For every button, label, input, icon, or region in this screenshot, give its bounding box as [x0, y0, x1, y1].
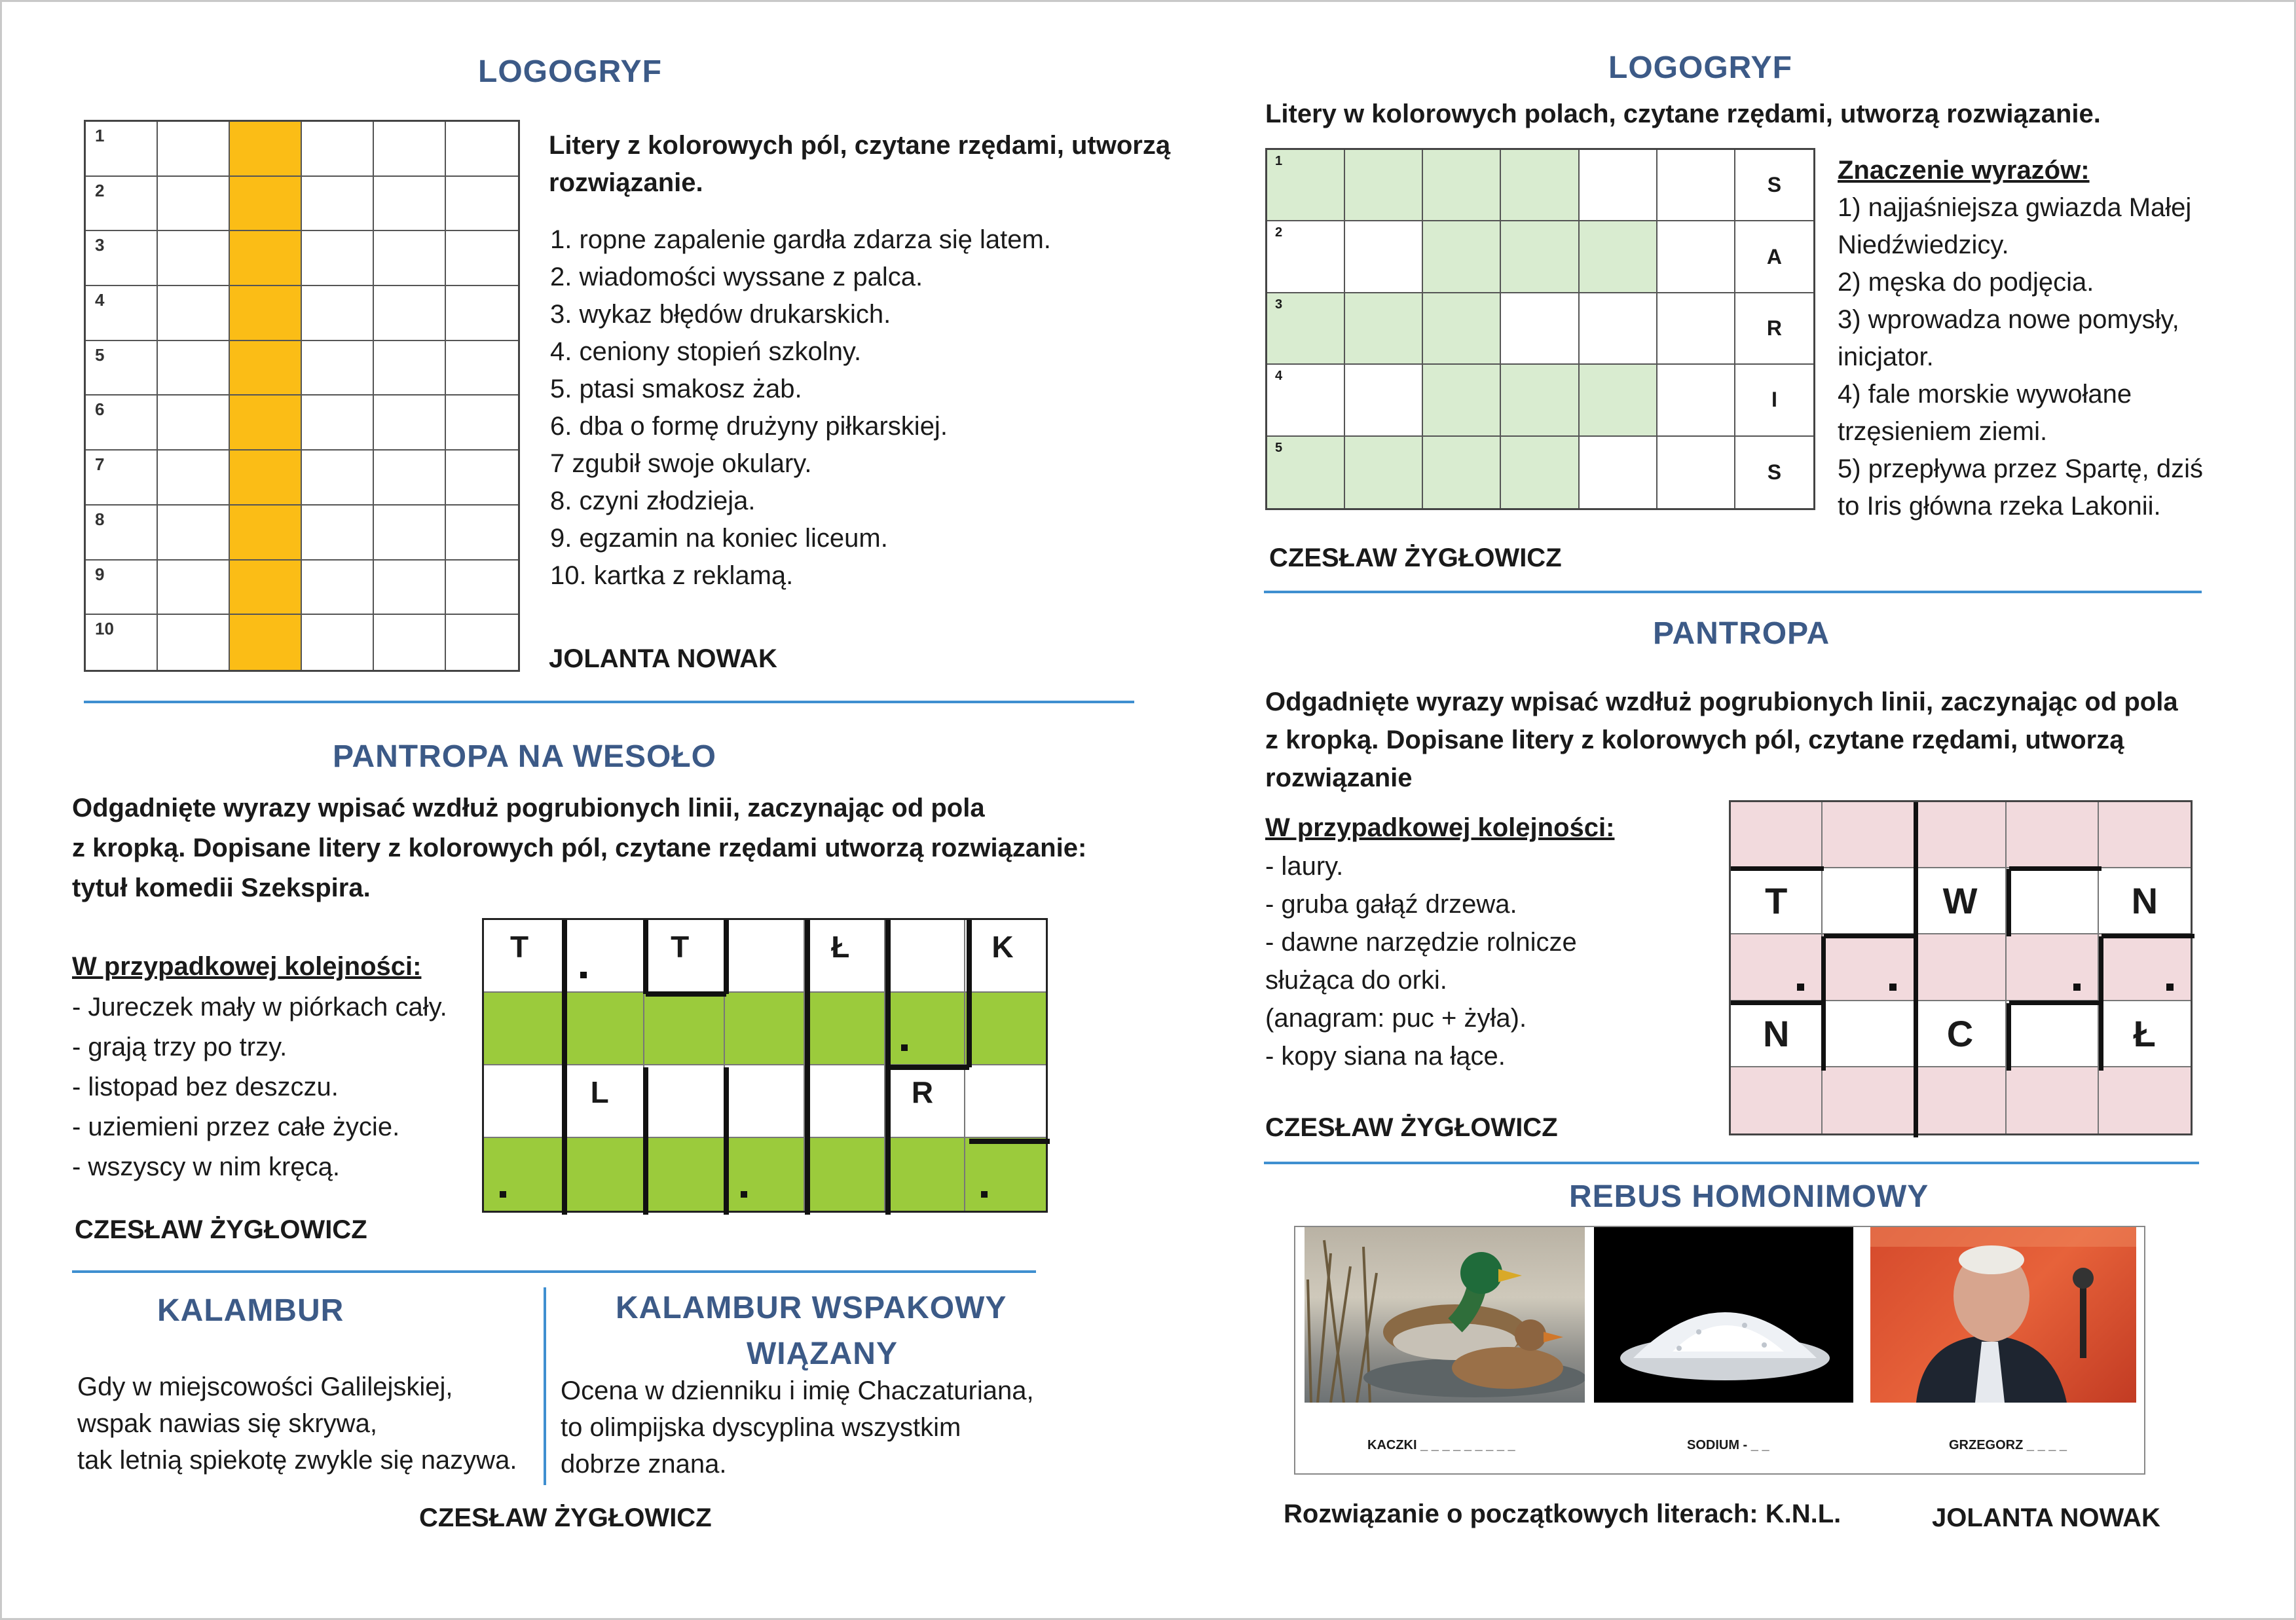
thick-wall [643, 1067, 648, 1215]
grid-cell [230, 506, 302, 561]
row-number: 1 [1275, 154, 1283, 168]
rebus-solution: Rozwiązanie o początkowych literach: K.N.L. [1284, 1500, 1842, 1528]
grid-cell [158, 451, 230, 506]
grid-cell [86, 451, 158, 506]
kalambur-author: CZESŁAW ŻYGŁOWICZ [419, 1503, 712, 1532]
salt-illustration [1594, 1227, 1853, 1403]
thick-wall [1731, 866, 1824, 871]
grid-cell [1267, 365, 1345, 436]
grid-cell [86, 177, 158, 232]
grid-cell [2007, 1001, 2098, 1067]
grid-letter: T [1765, 880, 1788, 922]
grid-letter: T [671, 930, 690, 964]
kalambur-wspak-title-1: KALAMBUR WSPAKOWY [616, 1291, 1007, 1325]
list-item: - uziemieni przez całe życie. [72, 1113, 400, 1141]
kalambur-wspak-line: to olimpijska dyscyplina wszystkim [561, 1413, 961, 1442]
row-number: 2 [95, 180, 105, 200]
grid-cell [1267, 293, 1345, 365]
kalambur-line: tak letnią spiekotę zwykle się nazywa. [77, 1446, 517, 1475]
divider [1264, 1162, 2199, 1164]
thick-wall [724, 1067, 729, 1215]
grid-cell [1580, 150, 1657, 221]
grid-cell [302, 615, 374, 670]
pantropa-author: CZESŁAW ŻYGŁOWICZ [1265, 1113, 1558, 1142]
thick-wall [2007, 1003, 2011, 1070]
row-number: 1 [95, 126, 105, 145]
grid-cell [1345, 437, 1423, 508]
pantropa-instruction-3: rozwiązanie [1265, 764, 1413, 792]
grid-cell [1823, 1067, 1914, 1133]
grid-cell [230, 231, 302, 286]
grid-cell [1915, 1067, 2007, 1133]
grid-cell [2099, 1067, 2191, 1133]
thick-wall [724, 920, 729, 994]
grid-cell [1735, 365, 1813, 436]
meaning-item: to Iris główna rzeka Lakonii. [1838, 492, 2161, 521]
pantropa-wesolo-grid [482, 918, 1048, 1213]
grid-cell [1823, 934, 1914, 1001]
rebus-caption-2: SODIUM - _ _ [1687, 1438, 1769, 1452]
grid-cell [725, 993, 805, 1065]
grid-cell [965, 993, 1046, 1065]
thick-wall [1914, 802, 1918, 1137]
grid-cell [446, 231, 518, 286]
grid-cell [1267, 221, 1345, 293]
logogryf1-clue-list [550, 221, 1051, 595]
grid-cell [1423, 365, 1501, 436]
kalambur-text [77, 1369, 517, 1479]
kalambur-wspak-text [561, 1372, 1034, 1482]
grid-cell [1501, 221, 1579, 293]
row-number: 3 [95, 235, 105, 255]
grid-cell [1267, 437, 1345, 508]
list-item: służąca do orki. [1265, 966, 1447, 995]
grid-cell [644, 920, 725, 993]
grid-letter: L [590, 1075, 609, 1109]
start-dot [2073, 984, 2081, 991]
thick-wall [2009, 866, 2102, 871]
kalambur-wspak-line: Ocena w dzienniku i imię Chaczaturiana, [561, 1376, 1034, 1405]
grid-cell [158, 177, 230, 232]
grid-cell [725, 1138, 805, 1211]
grid-cell [302, 561, 374, 616]
kalambur-line: wspak nawias się skrywa, [77, 1409, 377, 1438]
grid-cell [230, 286, 302, 341]
meaning-item: 1) najjaśniejsza gwiazda Małej [1838, 193, 2192, 222]
grid-cell [1657, 437, 1735, 508]
grid-cell [1423, 293, 1501, 365]
meaning-item: inicjator. [1838, 342, 1934, 371]
grid-cell [1735, 437, 1813, 508]
pantropa-wesolo-instruction-1: Odgadnięte wyrazy wpisać wzdłuż pogrubionych linii, zaczynając od pola [72, 794, 985, 822]
grid-cell [805, 1065, 885, 1138]
grid-cell [1915, 1001, 2007, 1067]
start-dot [2166, 984, 2174, 991]
grid-cell [446, 615, 518, 670]
list-item: - wszyscy w nim kręcą. [72, 1152, 340, 1181]
grid-cell [1580, 293, 1657, 365]
logogryf1-instruction-1: Litery z kolorowych pól, czytane rzędami, utworzą [549, 131, 1171, 160]
pantropa-title: PANTROPA [1653, 616, 1830, 651]
start-dot [741, 1191, 747, 1198]
thick-wall [646, 991, 726, 997]
grid-cell [158, 286, 230, 341]
grid-cell [885, 1138, 966, 1211]
grid-cell [725, 1065, 805, 1138]
grid-cell [644, 1065, 725, 1138]
thick-wall [885, 920, 891, 994]
grid-cell [2099, 868, 2191, 934]
pantropa-wesolo-author: CZESŁAW ŻYGŁOWICZ [75, 1215, 367, 1244]
grid-cell [1423, 221, 1501, 293]
pantropa-instruction-1: Odgadnięte wyrazy wpisać wzdłuż pogrubionych linii, zaczynając od pola [1265, 688, 2178, 716]
grid-cell [2099, 1001, 2191, 1067]
pantropa-grid [1729, 800, 2193, 1135]
grid-cell [1731, 1001, 1823, 1067]
grid-cell [230, 615, 302, 670]
row-number: 6 [95, 399, 105, 420]
grid-cell [644, 993, 725, 1065]
divider [1264, 591, 2202, 593]
thick-wall [2102, 934, 2194, 938]
grid-cell [86, 286, 158, 341]
row-number: 4 [95, 290, 105, 310]
grid-cell [230, 396, 302, 451]
grid-cell [1657, 365, 1735, 436]
logogryf2-instruction: Litery w kolorowych polach, czytane rzędami, utworzą rozwiązanie. [1265, 100, 2101, 128]
row-number: 2 [1275, 225, 1283, 240]
divider-vertical [544, 1287, 546, 1485]
grid-cell [1580, 221, 1657, 293]
list-item: (anagram: puc + żyła). [1265, 1004, 1527, 1033]
grid-cell [158, 561, 230, 616]
grid-cell [725, 920, 805, 993]
grid-cell [230, 451, 302, 506]
grid-cell [86, 506, 158, 561]
grid-cell [446, 177, 518, 232]
grid-letter: S [1767, 173, 1782, 197]
grid-letter: R [911, 1075, 934, 1109]
thick-wall [885, 994, 891, 1215]
thick-wall [2009, 1001, 2102, 1005]
grid-cell [302, 341, 374, 396]
grid-cell [86, 122, 158, 177]
list-item: - listopad bez deszczu. [72, 1073, 339, 1101]
grid-cell [1580, 437, 1657, 508]
thick-wall [1824, 934, 1917, 938]
thick-wall [643, 920, 648, 994]
clue-item: 5. ptasi smakosz żab. [550, 375, 802, 403]
pantropa-list-heading: W przypadkowej kolejności: [1265, 813, 1615, 842]
thick-wall [805, 920, 810, 1215]
logogryf2-author: CZESŁAW ŻYGŁOWICZ [1269, 543, 1562, 572]
grid-cell [2007, 934, 2098, 1001]
ducks-image [1305, 1227, 1585, 1403]
grid-cell [1657, 293, 1735, 365]
row-number: 7 [95, 454, 105, 475]
logogryf2-grid [1265, 148, 1815, 510]
grid-letter: Ł [831, 930, 850, 964]
grid-cell [446, 451, 518, 506]
grid-cell [484, 1065, 565, 1138]
start-dot [1889, 984, 1897, 991]
grid-cell [374, 561, 446, 616]
grid-letter: C [1946, 1012, 1974, 1054]
grid-cell [86, 561, 158, 616]
grid-cell [965, 1065, 1046, 1138]
thick-wall [562, 920, 567, 1215]
logogryf1-instruction-2: rozwiązanie. [549, 168, 703, 197]
grid-cell [86, 396, 158, 451]
clue-item: 2. wiadomości wyssane z palca. [550, 263, 923, 291]
grid-cell [158, 506, 230, 561]
grid-letter: K [991, 930, 1014, 964]
rebus-caption-3: GRZEGORZ _ _ _ _ [1949, 1438, 2067, 1452]
grid-cell [805, 1138, 885, 1211]
grid-cell [1735, 150, 1813, 221]
grid-cell [1345, 293, 1423, 365]
grid-cell [158, 396, 230, 451]
grid-cell [1731, 802, 1823, 868]
divider [84, 701, 1134, 703]
rebus-author: JOLANTA NOWAK [1932, 1503, 2160, 1532]
rebus-caption-1: KACZKI _ _ _ _ _ _ _ _ _ [1367, 1438, 1515, 1452]
grid-cell [484, 920, 565, 993]
grid-cell [158, 615, 230, 670]
logogryf2-meanings-list [1838, 189, 2203, 525]
rebus-box [1294, 1226, 2145, 1475]
pantropa-wesolo-instruction-3: tytuł komedii Szekspira. [72, 874, 371, 902]
logogryf2-meanings-heading: Znaczenie wyrazów: [1838, 156, 2090, 185]
kalambur-wspak-line: dobrze znana. [561, 1450, 727, 1479]
thick-wall [2007, 869, 2011, 936]
pantropa-wesolo-instruction-2: z kropką. Dopisane litery z kolorowych pól, czytane rzędami utworzą rozwiązanie: [72, 834, 1087, 862]
clue-item: 7 zgubił swoje okulary. [550, 449, 812, 478]
logogryf1-grid [84, 120, 520, 672]
grid-cell [1657, 150, 1735, 221]
rebus-title: REBUS HOMONIMOWY [1569, 1179, 1929, 1214]
grid-letter: R [1766, 316, 1782, 340]
grid-cell [374, 615, 446, 670]
grid-cell [1731, 934, 1823, 1001]
grid-cell [1423, 150, 1501, 221]
row-number: 10 [95, 619, 114, 639]
grid-cell [1915, 802, 2007, 868]
grid-cell [2007, 1067, 2098, 1133]
thick-wall [1731, 1001, 1824, 1005]
grid-cell [302, 122, 374, 177]
start-dot [901, 1044, 908, 1051]
grid-cell [484, 993, 565, 1065]
grid-cell [1501, 150, 1579, 221]
grid-cell [446, 122, 518, 177]
grid-cell [158, 231, 230, 286]
list-item: - kopy siana na łące. [1265, 1042, 1506, 1071]
grid-cell [1731, 1067, 1823, 1133]
start-dot [580, 972, 587, 978]
ducks-illustration [1305, 1227, 1585, 1403]
grid-cell [565, 1065, 645, 1138]
grid-cell [302, 396, 374, 451]
grid-cell [885, 1065, 966, 1138]
clue-item: 1. ropne zapalenie gardła zdarza się latem. [550, 225, 1051, 254]
clue-item: 4. ceniony stopień szkolny. [550, 337, 862, 366]
grid-cell [374, 122, 446, 177]
logogryf2-title: LOGOGRYF [1608, 50, 1792, 85]
man-image [1870, 1227, 2136, 1403]
logogryf1-author: JOLANTA NOWAK [549, 644, 777, 673]
salt-image [1594, 1227, 1853, 1403]
row-number: 3 [1275, 297, 1283, 312]
thick-wall [967, 994, 972, 1068]
grid-cell [1345, 150, 1423, 221]
grid-cell [374, 451, 446, 506]
grid-cell [1823, 868, 1914, 934]
grid-cell [965, 1138, 1046, 1211]
grid-cell [484, 1138, 565, 1211]
row-number: 5 [1275, 440, 1283, 455]
grid-cell [302, 177, 374, 232]
clue-item: 8. czyni złodzieja. [550, 487, 756, 515]
meaning-item: 4) fale morskie wywołane [1838, 380, 2132, 409]
grid-letter: S [1767, 460, 1782, 484]
grid-letter: Ł [2133, 1012, 2156, 1054]
start-dot [981, 1191, 988, 1198]
grid-cell [230, 561, 302, 616]
grid-cell [86, 231, 158, 286]
grid-cell [885, 993, 966, 1065]
meaning-item: 3) wprowadza nowe pomysły, [1838, 305, 2179, 334]
grid-cell [1731, 868, 1823, 934]
grid-cell [565, 920, 645, 993]
grid-cell [374, 506, 446, 561]
grid-letter: I [1771, 388, 1777, 412]
start-dot [500, 1191, 506, 1198]
grid-cell [302, 231, 374, 286]
grid-cell [805, 920, 885, 993]
kalambur-line: Gdy w miejscowości Galilejskiej, [77, 1372, 453, 1401]
grid-cell [446, 561, 518, 616]
grid-cell [374, 231, 446, 286]
grid-cell [1501, 437, 1579, 508]
grid-cell [302, 451, 374, 506]
list-item: - dawne narzędzie rolnicze [1265, 928, 1577, 957]
grid-letter: W [1942, 880, 1978, 922]
grid-cell [1915, 934, 2007, 1001]
grid-letter: T [510, 930, 529, 964]
meaning-item: trzęsieniem ziemi. [1838, 417, 2048, 446]
clue-item: 3. wykaz błędów drukarskich. [550, 300, 891, 329]
grid-cell [230, 341, 302, 396]
grid-cell [1501, 293, 1579, 365]
grid-cell [1735, 221, 1813, 293]
pantropa-instruction-2: z kropką. Dopisane litery z kolorowych pól, czytane rzędami, utworzą [1265, 726, 2124, 754]
start-dot [1797, 984, 1804, 991]
clue-item: 6. dba o formę drużyny piłkarskiej. [550, 412, 948, 441]
meaning-item: Niedźwiedzicy. [1838, 230, 2009, 259]
grid-cell [374, 341, 446, 396]
grid-cell [446, 286, 518, 341]
grid-cell [2099, 934, 2191, 1001]
grid-cell [374, 177, 446, 232]
logogryf1-title: LOGOGRYF [478, 54, 662, 89]
grid-cell [230, 122, 302, 177]
pantropa-list [1265, 847, 1577, 1075]
pantropa-wesolo-list-heading: W przypadkowej kolejności: [72, 952, 422, 981]
pantropa-wesolo-list [72, 987, 447, 1187]
man-illustration [1870, 1227, 2136, 1403]
grid-cell [1823, 1001, 1914, 1067]
grid-cell [1735, 293, 1813, 365]
grid-cell [446, 506, 518, 561]
grid-letter: N [1762, 1012, 1790, 1054]
grid-letter: N [2131, 880, 2158, 922]
divider [72, 1270, 1036, 1273]
clue-item: 10. kartka z reklamą. [550, 561, 794, 590]
grid-cell [1423, 437, 1501, 508]
grid-cell [302, 506, 374, 561]
list-item: - laury. [1265, 852, 1344, 881]
grid-cell [805, 993, 885, 1065]
grid-cell [644, 1138, 725, 1211]
grid-cell [1915, 868, 2007, 934]
grid-cell [1580, 365, 1657, 436]
kalambur-title: KALAMBUR [157, 1293, 344, 1328]
list-item: - grają trzy po trzy. [72, 1033, 287, 1061]
grid-cell [1823, 802, 1914, 868]
grid-cell [446, 396, 518, 451]
meaning-item: 2) męska do podjęcia. [1838, 268, 2094, 297]
row-number: 5 [95, 344, 105, 365]
thick-wall [888, 1065, 969, 1070]
clue-item: 9. egzamin na koniec liceum. [550, 524, 888, 553]
grid-cell [158, 341, 230, 396]
row-number: 9 [95, 564, 105, 584]
grid-cell [374, 396, 446, 451]
grid-cell [1267, 150, 1345, 221]
grid-cell [2007, 868, 2098, 934]
grid-cell [1345, 365, 1423, 436]
grid-cell [885, 920, 966, 993]
grid-cell [2007, 802, 2098, 868]
grid-cell [446, 341, 518, 396]
grid-cell [230, 177, 302, 232]
list-item: - gruba gałąź drzewa. [1265, 890, 1517, 919]
list-item: - Jureczek mały w piórkach cały. [72, 993, 447, 1022]
row-number: 8 [95, 509, 105, 529]
grid-cell [2099, 802, 2191, 868]
grid-cell [158, 122, 230, 177]
meaning-item: 5) przepływa przez Spartę, dziś [1838, 454, 2204, 483]
grid-cell [965, 920, 1046, 993]
grid-cell [302, 286, 374, 341]
kalambur-wspak-title-2: WIĄZANY [747, 1336, 898, 1371]
grid-cell [86, 615, 158, 670]
row-number: 4 [1275, 369, 1283, 384]
grid-cell [1345, 221, 1423, 293]
grid-cell [565, 1138, 645, 1211]
grid-cell [86, 341, 158, 396]
grid-cell [1501, 365, 1579, 436]
grid-cell [565, 993, 645, 1065]
thick-wall [967, 920, 972, 994]
grid-cell [374, 286, 446, 341]
thick-wall [969, 1139, 1050, 1144]
grid-letter: A [1766, 244, 1782, 268]
grid-cell [1657, 221, 1735, 293]
pantropa-wesolo-title: PANTROPA NA WESOŁO [333, 739, 716, 774]
